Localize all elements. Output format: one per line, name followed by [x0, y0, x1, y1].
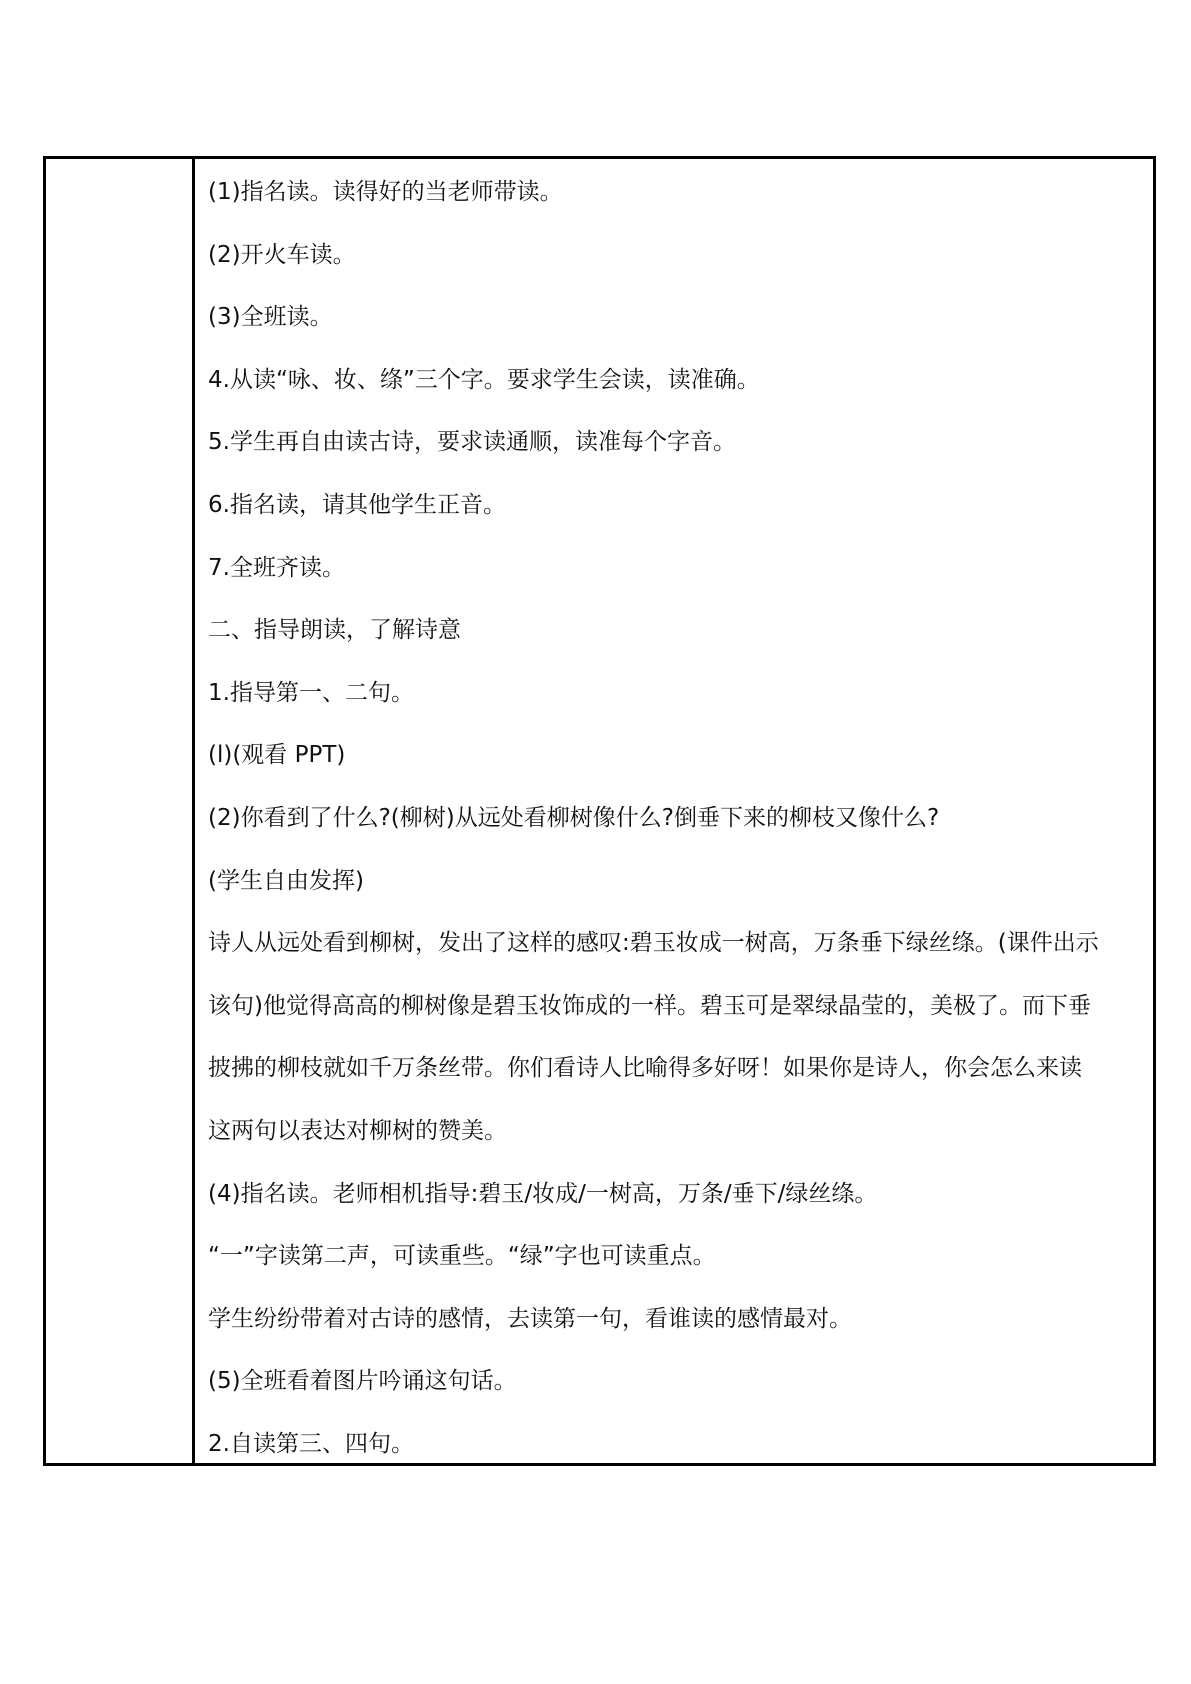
text-line: (l)(观看 PPT): [208, 742, 346, 769]
text-line: (2)你看到了什么?(柳树)从远处看柳树像什么?倒垂下来的柳枝又像什么?: [208, 804, 940, 831]
text-line: (4)指名读。老师相机指导:碧玉/妆成/一树高，万条/垂下/绿丝绦。: [208, 1180, 878, 1207]
paragraph-line: 披拂的柳枝就如千万条丝带。你们看诗人比喻得多好呀！如果你是诗人，你会怎么来读: [208, 1055, 1082, 1082]
text-line: “一”字读第二声，可读重些。“绿”字也可读重点。: [208, 1243, 716, 1270]
lesson-table: [43, 156, 1156, 1466]
text-line: 学生纷纷带着对古诗的感情，去读第一句，看谁读的感情最对。: [208, 1305, 852, 1332]
text-line: 7.全班齐读。: [208, 554, 345, 581]
table-left-cell: [46, 159, 195, 1463]
text-line: 5.学生再自由读古诗，要求读通顺，读准每个字音。: [208, 429, 736, 456]
text-line: 1.指导第一、二句。: [208, 679, 414, 706]
text-line: (1)指名读。读得好的当老师带读。: [208, 179, 563, 205]
paragraph-line: 这两句以表达对柳树的赞美。: [208, 1117, 507, 1144]
paragraph-line: 诗人从远处看到柳树，发出了这样的感叹:碧玉妆成一树高，万条垂下绿丝绦。(课件出示: [208, 930, 1099, 957]
text-line: (3)全班读。: [208, 304, 333, 331]
section-heading: 二、指导朗读，了解诗意: [208, 617, 461, 644]
text-line: (5)全班看着图片吟诵这句话。: [208, 1368, 517, 1395]
text-line: (2)开火车读。: [208, 241, 356, 268]
text-line: (学生自由发挥): [208, 867, 364, 894]
paragraph-line: 该句)他觉得高高的柳树像是碧玉妆饰成的一样。碧玉可是翠绿晶莹的，美极了。而下垂: [208, 992, 1091, 1019]
text-line: 2.自读第三、四句。: [208, 1430, 414, 1457]
text-line: 4.从读“咏、妆、绦”三个字。要求学生会读，读准确。: [208, 366, 760, 393]
table-content-cell: [195, 159, 1153, 1463]
text-line: 6.指名读，请其他学生正音。: [208, 491, 506, 518]
